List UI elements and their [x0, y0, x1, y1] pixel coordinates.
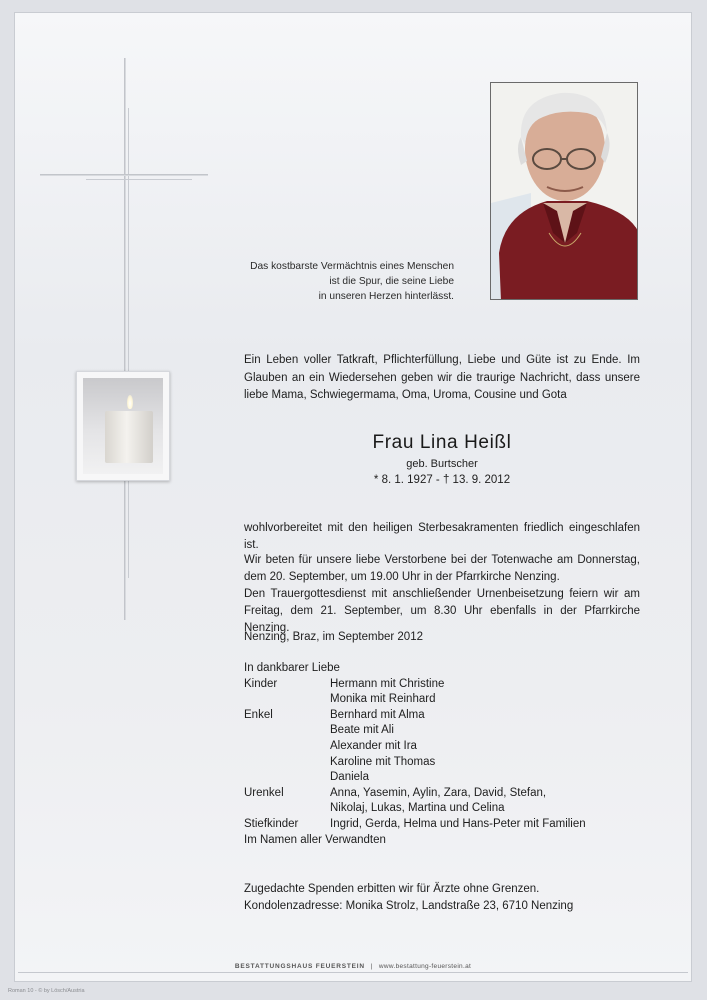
relation-names: Daniela [330, 771, 369, 784]
portrait-photo [490, 82, 638, 300]
relation-names: Ingrid, Gerda, Helma und Hans-Peter mit Familien [330, 817, 586, 830]
family-row [244, 692, 640, 708]
relation-label [244, 755, 330, 771]
family-row [244, 723, 640, 739]
quote-line: Das kostbarste Vermächtnis eines Menschen [250, 261, 454, 272]
candle-flame-icon [127, 395, 133, 409]
relation-label: Urenkel [244, 786, 284, 799]
deceased-block [244, 432, 640, 486]
relation-names: Nikolaj, Lukas, Martina und Celina [330, 802, 505, 815]
funeral-details: Den Trauergottesdienst mit anschließender Urnenbeisetzung feiern wir am Freitag, dem 21. September, um 8.30 Uhr ebenfalls in der Pfarrkirche Nenzing. [244, 588, 640, 634]
relation-label [244, 770, 330, 786]
place-date: Nenzing, Braz, im September 2012 [244, 631, 423, 643]
funeral-home-url[interactable]: www.bestattung-feuerstein.at [378, 963, 472, 970]
family-row [244, 786, 640, 802]
service-details [244, 552, 640, 637]
closing-notes [244, 881, 640, 915]
relation-label [244, 739, 330, 755]
family-row [244, 755, 640, 771]
family-row [244, 708, 640, 724]
relation-label [244, 723, 330, 739]
cross-horizontal-line [40, 174, 208, 176]
cross-horizontal-line-thin [86, 179, 192, 180]
candle-image [76, 371, 170, 481]
relation-names: Karoline mit Thomas [330, 755, 436, 768]
quote-line: in unseren Herzen hinterlässt. [318, 291, 454, 302]
print-credit: Roman 10 - © by Lösch/Austria [8, 988, 85, 994]
relation-names: Alexander mit Ira [330, 739, 417, 752]
relation-names: Beate mit Ali [330, 724, 394, 737]
relation-label: Stiefkinder [244, 817, 299, 830]
relation-label: Enkel [244, 708, 273, 721]
family-row [244, 801, 640, 817]
candle-background [83, 378, 163, 474]
footer-separator: | [370, 963, 373, 970]
family-heading: In dankbarer Liebe [244, 662, 340, 674]
family-footer-line: Im Namen aller Verwandten [244, 833, 386, 846]
relation-names: Monika mit Reinhard [330, 693, 436, 706]
relation-label [244, 692, 330, 708]
passing-statement: wohlvorbereitet mit den heiligen Sterbesakramenten friedlich eingeschlafen ist. [244, 522, 640, 551]
intro-paragraph: Ein Leben voller Tatkraft, Pflichterfüllung, Liebe und Güte ist zu Ende. Im Glauben an ein Wiedersehen geben wir die traurige Nachricht, dass unsere liebe Mama, Schwiegermama, Oma, Uroma, Cousine und Gota [244, 354, 640, 401]
birth-name: geb. Burtscher [406, 458, 478, 470]
funeral-home-footer [14, 963, 692, 970]
condolence-address: Kondolenzadresse: Monika Strolz, Landstraße 23, 6710 Nenzing [244, 900, 574, 912]
life-dates: * 8. 1. 1927 - † 13. 9. 2012 [373, 474, 511, 486]
family-row [244, 677, 640, 693]
relation-label [244, 801, 330, 817]
donation-note: Zugedachte Spenden erbitten wir für Ärzte ohne Grenzen. [244, 883, 540, 895]
family-list [244, 661, 640, 848]
family-row [244, 817, 640, 833]
deceased-name: Frau Lina Heißl [372, 432, 512, 453]
family-row [244, 770, 640, 786]
relation-label: Kinder [244, 677, 278, 690]
footer-divider [18, 972, 688, 973]
relation-names: Bernhard mit Alma [330, 708, 425, 721]
family-row [244, 739, 640, 755]
relation-names: Anna, Yasemin, Aylin, Zara, David, Stefan, [330, 786, 547, 799]
candle-icon [105, 411, 153, 463]
cross-vertical-line [124, 58, 126, 620]
quote-line: ist die Spur, die seine Liebe [329, 276, 454, 287]
portrait-illustration [491, 83, 638, 300]
funeral-home-name: BESTATTUNGSHAUS FEUERSTEIN [234, 963, 365, 970]
wake-details: Wir beten für unsere liebe Verstorbene bei der Totenwache am Donnerstag, dem 20. September, um 19.00 Uhr in der Pfarrkirche Nenzing. [244, 554, 640, 583]
relation-names: Hermann mit Christine [330, 677, 445, 690]
memorial-quote [230, 259, 454, 304]
